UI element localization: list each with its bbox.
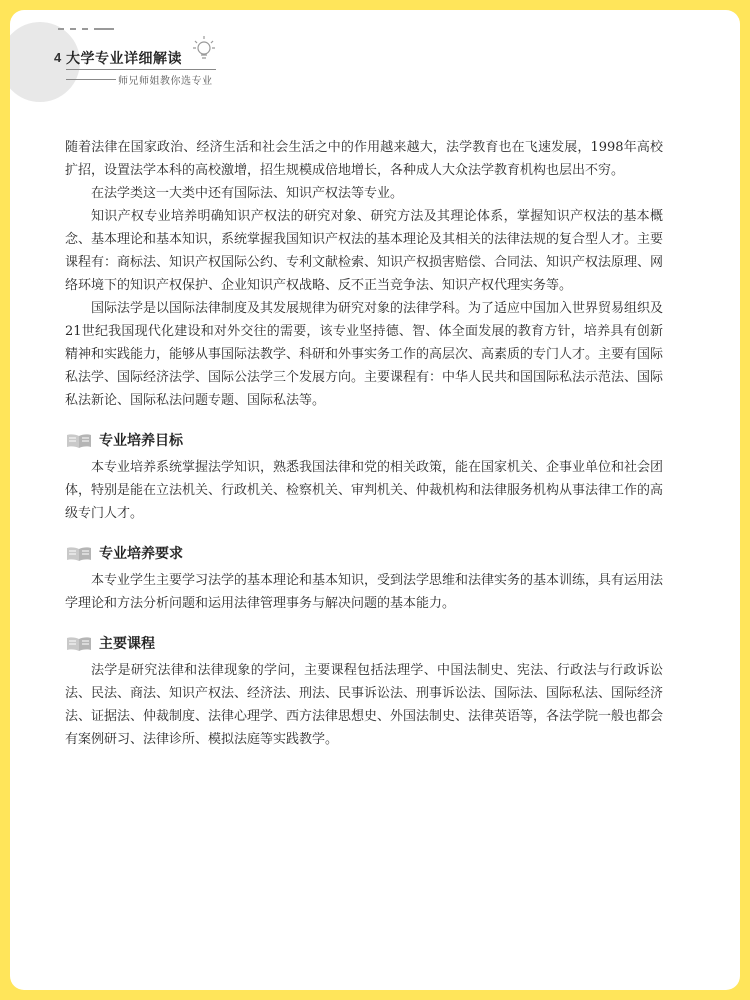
section-paragraph: 本专业学生主要学习法学的基本理论和基本知识，受到法学思维和法律实务的基本训练，具有运用法学理论和方法分析问题和运用法律管理事务与解决问题的基本能力。 xyxy=(65,573,664,611)
section-paragraph: 法学是研究法律和法律现象的学问，主要课程包括法理学、中国法制史、宪法、行政法与行政诉讼法、民法、商法、知识产权法、经济法、刑法、民事诉讼法、刑事诉讼法、国际法、国际私法、国际经济法、证据法、仲裁制度、法律心理学、西方法律思想史、外国法制史、法律英语等，各法学院一般也都会有案例研习、法律诊所、模拟法庭等实践教学。 xyxy=(65,663,664,747)
open-book-icon xyxy=(65,636,93,652)
header-underline xyxy=(66,69,216,70)
intro-paragraph: 知识产权专业培养明确知识产权法的研究对象、研究方法及其理论体系，掌握知识产权法的基本概念、基本理论和基本知识，系统掌握我国知识产权法的基本理论及其相关的法律法规的复合型人才。主要课程有：商标法、知识产权国际公约、专利文献检索、知识产权损害赔偿、合同法、知识产权法原理、网络环境下的知识产权保护、企业知识产权战略、反不正当竞争法、知识产权代理实务等。 xyxy=(65,209,664,293)
section-heading-main-courses xyxy=(65,632,663,656)
section-heading-training-requirements xyxy=(65,542,663,566)
intro-paragraph: 随着法律在国家政治、经济生活和社会生活之中的作用越来越大，法学教育也在飞速发展，1998年高校扩招，设置法学本科的高校激增，招生规模成倍地增长，各种成人大众法学教育机构也层出不穷。 xyxy=(65,140,663,178)
section-heading-training-goal xyxy=(65,429,663,453)
section-title: 主要课程 xyxy=(99,635,155,652)
page-number: 4 xyxy=(54,50,62,65)
open-book-icon xyxy=(65,433,93,449)
book-page xyxy=(10,10,740,990)
open-book-icon xyxy=(65,546,93,562)
header-subline xyxy=(66,79,116,80)
section-title: 专业培养目标 xyxy=(99,432,183,449)
intro-paragraph: 在法学类这一大类中还有国际法、知识产权法等专业。 xyxy=(91,186,404,201)
page-content xyxy=(65,136,663,751)
intro-paragraph: 国际法学是以国际法律制度及其发展规律为研究对象的法律学科。为了适应中国加入世界贸易组织及21世纪我国现代化建设和对外交往的需要，该专业坚持德、智、体全面发展的教育方针，培养具有创新精神和实践能力，能够从事国际法教学、科研和外事实务工作的高层次、高素质的专门人才。主要有国际私法学、国际经济法学、国际公法学三个发展方向。主要课程有：中华人民共和国国际私法示范法、国际私法新论、国际私法问题专题、国际私法等。 xyxy=(65,301,664,408)
section-title: 专业培养要求 xyxy=(99,545,183,562)
section-paragraph: 本专业培养系统掌握法学知识，熟悉我国法律和党的相关政策，能在国家机关、企事业单位和社会团体，特别是能在立法机关、行政机关、检察机关、审判机关、仲裁机构和法律服务机构从事法律工作的高级专门人才。 xyxy=(65,460,664,521)
page-header xyxy=(10,10,740,110)
book-subtitle: 师兄师姐教你选专业 xyxy=(118,76,213,87)
book-title: 大学专业详细解读 xyxy=(66,51,182,67)
header-dash-decoration xyxy=(58,28,118,34)
lightbulb-icon xyxy=(192,34,216,64)
